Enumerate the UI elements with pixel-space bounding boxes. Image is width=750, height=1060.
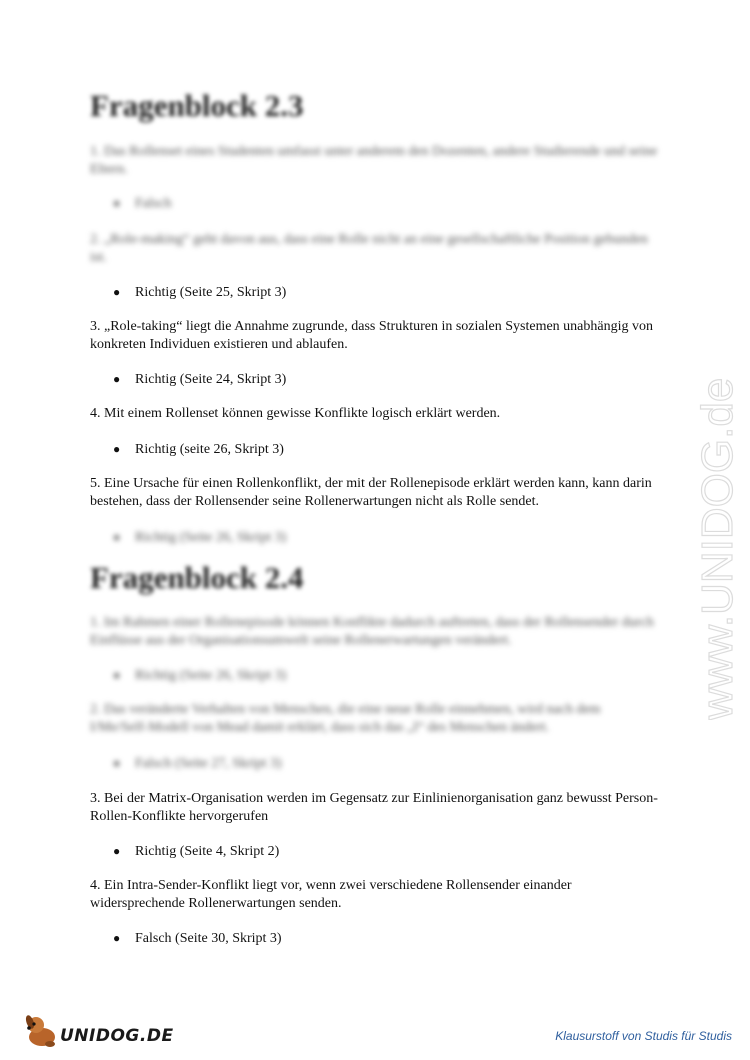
footer-tagline: Klausurstoff von Studis für Studis <box>555 1029 732 1043</box>
answer-2-4-3: ● Richtig (Seite 4, Skript 2) <box>113 844 280 859</box>
question-2-3-5: 5. Eine Ursache für einen Rollenkonflikt, der mit der Rollenepisode erklärt werden kann, kann darin bestehen, dass der Rollensender seine Rollenerwartungen nicht als Rolle sendet. <box>90 476 652 509</box>
answer-2-4-4: ● Falsch (Seite 30, Skript 3) <box>113 931 282 946</box>
watermark <box>690 280 750 720</box>
answer-2-3-3: ● Richtig (Seite 24, Skript 3) <box>113 372 287 387</box>
question-2-3-3: 3. „Role-taking“ liegt die Annahme zugrunde, dass Strukturen in sozialen Systemen unabhängig von konkreten Individuen existieren und ablaufen. <box>90 319 653 352</box>
heading-fragenblock-2-4: Fragenblock 2.4 <box>90 560 304 595</box>
question-2-4-3: 3. Bei der Matrix-Organisation werden im Gegensatz zur Einlinienorganisation ganz bewusst Person-Rollen-Konflikte hervorgerufen <box>90 791 658 824</box>
question-2-4-1: 1. Im Rahmen einer Rollenepisode können Konflikte dadurch auftreten, dass der Rollensender durch Einflüsse aus der Organisationsumwelt seine Rollenerwartungen verändert. <box>90 615 654 648</box>
footer-logo-text: UNIDOG.DE <box>60 1026 174 1046</box>
answer-2-3-4: ● Richtig (seite 26, Skript 3) <box>113 442 284 457</box>
answer-2-4-2: ● Falsch (Seite 27, Skript 3) <box>113 756 282 771</box>
bullet-icon: ● <box>113 756 121 770</box>
answer-2-3-2: ● Richtig (Seite 25, Skript 3) <box>113 285 287 300</box>
answer-2-4-1: ● Richtig (Seite 26, Skript 3) <box>113 668 287 683</box>
bullet-icon: ● <box>113 372 121 386</box>
bullet-icon: ● <box>113 285 121 299</box>
bullet-icon: ● <box>113 196 121 210</box>
dog-logo-icon <box>22 1010 62 1050</box>
question-2-3-4: 4. Mit einem Rollenset können gewisse Konflikte logisch erklärt werden. <box>90 406 501 421</box>
question-2-3-2: 2. „Role-making“ geht davon aus, dass eine Rolle nicht an eine gesellschaftliche Position gebunden ist. <box>90 232 648 265</box>
bullet-icon: ● <box>113 442 121 456</box>
bullet-icon: ● <box>113 931 121 945</box>
question-2-3-1: 1. Das Rollenset eines Studenten umfasst unter anderem den Dozenten, andere Studierende und seine Eltern. <box>90 144 658 177</box>
bullet-icon: ● <box>113 844 121 858</box>
answer-2-3-1: ● Falsch <box>113 196 172 211</box>
question-2-4-2: 2. Das veränderte Verhalten von Menschen, die eine neue Rolle einnehmen, wird nach dem I/Me/Self-Modell von Mead damit erklärt, dass sich das „I“ des Menschen ändert. <box>90 702 601 735</box>
question-2-4-4: 4. Ein Intra-Sender-Konflikt liegt vor, wenn zwei verschiedene Rollensender einander widersprechende Rollenerwartungen senden. <box>90 878 572 911</box>
answer-2-3-5: ● Richtig (Seite 26, Skript 3) <box>113 530 287 545</box>
heading-fragenblock-2-3: Fragenblock 2.3 <box>90 88 304 123</box>
bullet-icon: ● <box>113 530 121 544</box>
svg-text:www.UNIDOG.de: www.UNIDOG.de <box>693 377 742 720</box>
bullet-icon: ● <box>113 668 121 682</box>
